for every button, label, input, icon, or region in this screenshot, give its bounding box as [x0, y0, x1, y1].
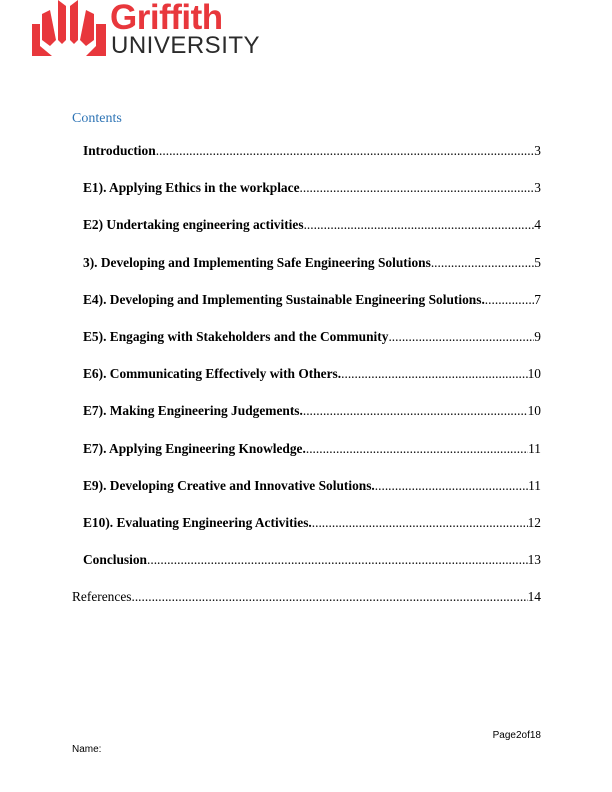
toc-entry-e4[interactable]: [72, 292, 541, 329]
toc-entry-label: References: [72, 589, 132, 605]
toc-entry-label: E7). Applying Engineering Knowledge.: [83, 440, 306, 456]
toc-dot-leader: [312, 515, 528, 531]
toc-dot-leader: [304, 217, 535, 233]
griffith-logo-mark-icon: [30, 0, 108, 60]
toc-entry-references[interactable]: [72, 589, 541, 626]
toc-entry-e1[interactable]: [72, 180, 541, 217]
toc-entry-label: E5). Engaging with Stakeholders and the Community: [83, 328, 389, 344]
toc-entry-e5[interactable]: [72, 329, 541, 366]
toc-dot-leader: [485, 292, 535, 308]
toc-entry-page: 3: [534, 180, 541, 196]
toc-title: Contents: [72, 111, 122, 126]
toc-entry-conclusion[interactable]: [72, 552, 541, 589]
toc-entry-e10[interactable]: [72, 515, 541, 552]
toc-entry-e2[interactable]: [72, 217, 541, 254]
footer-name-label: Name:: [72, 744, 102, 755]
toc-entry-label: E6). Communicating Effectively with Others.: [83, 366, 342, 382]
toc-entry-page: 11: [528, 477, 541, 493]
toc-dot-leader: [147, 552, 528, 568]
toc-entry-label: E9). Developing Creative and Innovative Solutions.: [83, 477, 375, 493]
logo-name-main: Griffith: [110, 0, 223, 37]
table-of-contents: [72, 143, 541, 626]
toc-entry-page: 9: [534, 328, 541, 344]
toc-entry-label: E7). Making Engineering Judgements.: [83, 403, 303, 419]
toc-entry-page: 14: [527, 589, 541, 605]
toc-entry-e9[interactable]: [72, 478, 541, 515]
toc-entry-page: 11: [528, 440, 541, 456]
toc-entry-page: 4: [534, 217, 541, 233]
toc-dot-leader: [300, 180, 535, 196]
toc-entry-label: E10). Evaluating Engineering Activities.: [83, 514, 312, 530]
toc-entry-page: 10: [527, 403, 541, 419]
footer-page-indicator: Page2of18: [492, 730, 541, 741]
toc-entry-label: E2) Undertaking engineering activities: [83, 217, 304, 233]
toc-dot-leader: [341, 366, 527, 382]
logo-name-sub: UNIVERSITY: [111, 32, 261, 59]
toc-dot-leader: [375, 478, 528, 494]
toc-dot-leader: [431, 255, 534, 271]
toc-entry-e7-knowledge[interactable]: [72, 441, 541, 478]
toc-entry-e7-judgements[interactable]: [72, 403, 541, 440]
toc-entry-e6[interactable]: [72, 366, 541, 403]
toc-dot-leader: [303, 403, 528, 419]
toc-entry-label: E4). Developing and Implementing Sustainable Engineering Solutions.: [83, 291, 485, 307]
toc-dot-leader: [156, 143, 535, 159]
toc-entry-e3[interactable]: [72, 255, 541, 292]
toc-entry-label: E1). Applying Ethics in the workplace: [83, 180, 300, 196]
toc-dot-leader: [306, 441, 528, 457]
toc-entry-page: 3: [534, 143, 541, 158]
toc-entry-page: 7: [534, 291, 541, 307]
toc-entry-page: 5: [534, 254, 541, 270]
toc-entry-label: 3). Developing and Implementing Safe Engineering Solutions: [83, 254, 431, 270]
toc-entry-introduction[interactable]: [72, 143, 541, 180]
toc-entry-page: 13: [527, 552, 541, 568]
toc-entry-label: Conclusion: [83, 552, 147, 568]
toc-entry-page: 10: [527, 366, 541, 382]
toc-entry-label: Introduction: [83, 143, 156, 158]
toc-dot-leader: [388, 329, 534, 345]
toc-dot-leader: [131, 589, 527, 605]
toc-entry-page: 12: [527, 514, 541, 530]
griffith-university-logo: [30, 0, 260, 62]
